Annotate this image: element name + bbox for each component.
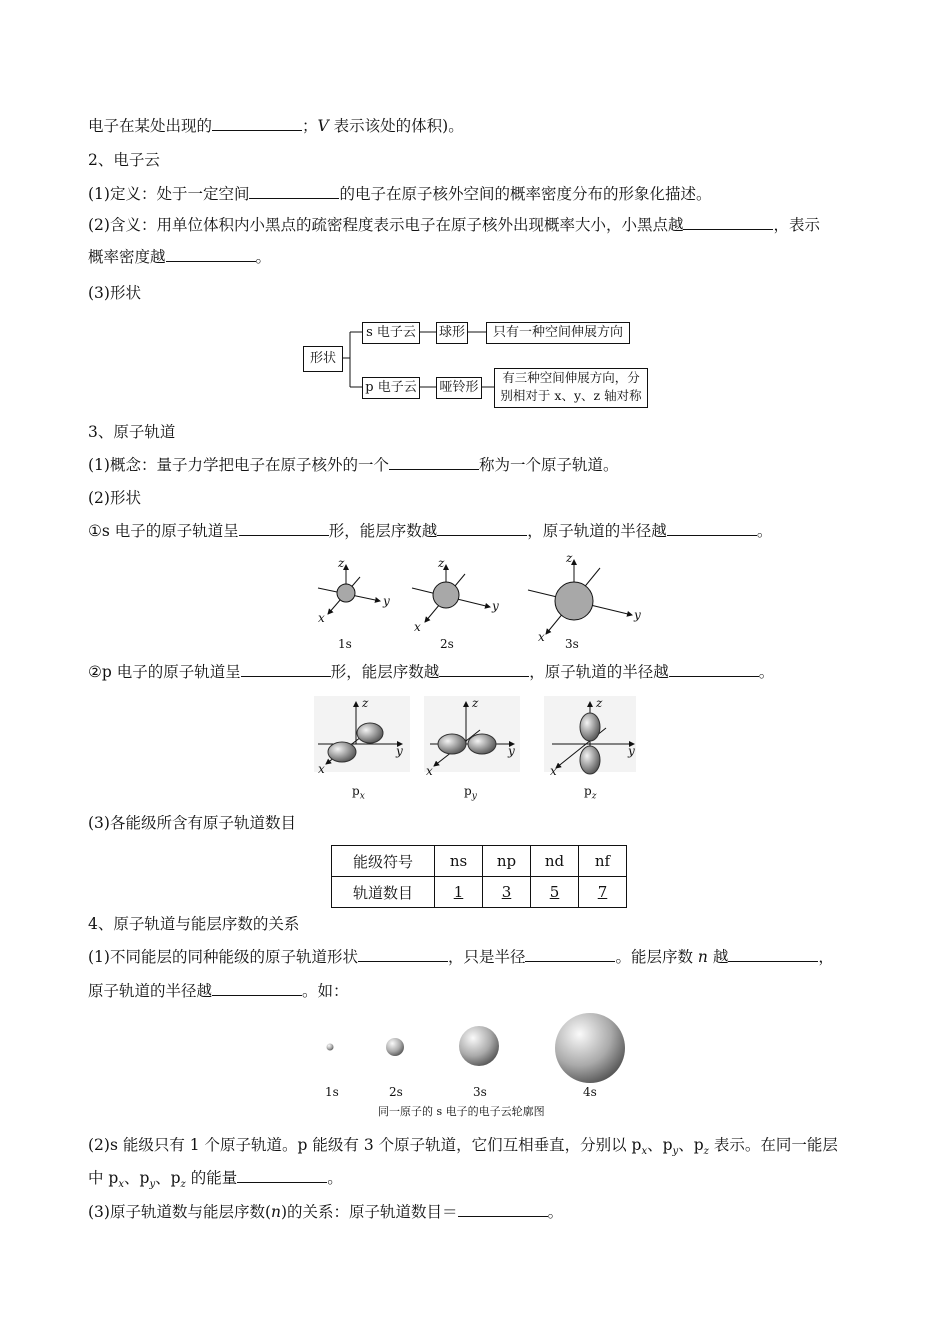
diagram-s-cloud: s 电子云 bbox=[362, 322, 420, 344]
diagram-s-desc: 只有一种空间伸展方向 bbox=[486, 322, 630, 344]
table-cell: 3 bbox=[483, 877, 531, 908]
axis-z-py: z bbox=[472, 696, 479, 710]
text-line-relation-2: (2)s 能级只有 1 个原子轨道。p 能级有 3 个原子轨道，它们互相垂直，分别以 $p_x$、$p_y$、$p_z$ 表示。在同一能层 bbox=[88, 1136, 838, 1158]
axis-z-2s: z bbox=[438, 556, 445, 570]
label-2s: 2s bbox=[440, 637, 454, 651]
text-line-meaning: (2)含义：用单位体积内小黑点的疏密程度表示电子在原子核外出现概率大小，小黑点越 ，表示 bbox=[88, 216, 820, 234]
axis-z-pz: z bbox=[596, 696, 603, 710]
label-3s: 3s bbox=[565, 637, 579, 651]
axis-y-px: y bbox=[396, 744, 403, 758]
axis-x-pz: x bbox=[550, 764, 557, 778]
axis-x-3s: x bbox=[538, 630, 545, 644]
axis-z-3s: z bbox=[566, 551, 573, 565]
label-pz: $p_z$ bbox=[584, 784, 597, 802]
axis-y-pz: y bbox=[628, 744, 635, 758]
axis-y-2s: y bbox=[492, 599, 499, 613]
text-line-p-orbital: ②p 电子的原子轨道呈 形，能层序数越 ，原子轨道的半径越 。 bbox=[88, 663, 775, 681]
axis-y-py: y bbox=[508, 744, 515, 758]
diagram-p-cloud: p 电子云 bbox=[362, 377, 420, 399]
table-cell: nf bbox=[579, 846, 627, 877]
axis-x-px: x bbox=[318, 762, 325, 776]
table-cell: 5 bbox=[531, 877, 579, 908]
text-line-orbital-count: (3)各能级所含有原子轨道数目 bbox=[88, 814, 296, 832]
section-heading-electron-cloud: 2、电子云 bbox=[88, 151, 160, 169]
text-line-meaning-cont: 概率密度越 。 bbox=[88, 248, 272, 266]
text-line-relation-3: (3)原子轨道数与能层序数(n)的关系：原子轨道数目＝ 。 bbox=[88, 1203, 564, 1221]
text-line-electron-probability: 电子在某处出现的 ；V 表示该处的体积)。 bbox=[88, 117, 464, 135]
axis-z-1s: z bbox=[338, 556, 345, 570]
table-cell: 能级符号 bbox=[332, 846, 435, 877]
label-px: $p_x$ bbox=[352, 784, 365, 802]
axis-x-1s: x bbox=[318, 611, 325, 625]
sphere-label-1s: 1s bbox=[325, 1085, 339, 1099]
text-line-definition: (1)定义：处于一定空间 的电子在原子核外空间的概率密度分布的形象化描述。 bbox=[88, 185, 712, 203]
sphere-label-3s: 3s bbox=[473, 1085, 487, 1099]
diagram-root-shape: 形状 bbox=[303, 346, 343, 372]
table-cell: ns bbox=[435, 846, 483, 877]
table-cell: nd bbox=[531, 846, 579, 877]
table-cell: np bbox=[483, 846, 531, 877]
label-py: $p_y$ bbox=[464, 784, 477, 802]
text-line-relation-1: (1)不同能层的同种能级的原子轨道形状 ，只是半径 。能层序数 n 越 ， bbox=[88, 948, 834, 966]
section-heading-orbital-relation: 4、原子轨道与能层序数的关系 bbox=[88, 915, 300, 933]
table-cell: 7 bbox=[579, 877, 627, 908]
text-line-concept: (1)概念：量子力学把电子在原子核外的一个 称为一个原子轨道。 bbox=[88, 456, 619, 474]
axis-y-3s: y bbox=[634, 608, 641, 622]
section-heading-atomic-orbital: 3、原子轨道 bbox=[88, 423, 176, 441]
axis-z-px: z bbox=[362, 696, 369, 710]
text-line-relation-1-cont: 原子轨道的半径越 。如： bbox=[88, 982, 349, 1000]
label-1s: 1s bbox=[338, 637, 352, 651]
axis-y-1s: y bbox=[383, 594, 390, 608]
text-line-s-orbital: ①s 电子的原子轨道呈 形，能层序数越 ，原子轨道的半径越 。 bbox=[88, 522, 773, 540]
text-line-shape: (3)形状 bbox=[88, 284, 141, 302]
sphere-label-4s: 4s bbox=[583, 1085, 597, 1099]
diagram-p-desc: 有三种空间伸展方向，分 别相对于 x、y、z 轴对称 bbox=[494, 368, 648, 408]
axis-x-py: x bbox=[426, 764, 433, 778]
sphere-caption: 同一原子的 s 电子的电子云轮廓图 bbox=[378, 1105, 545, 1118]
text-line-relation-2-cont: 中 $p_x$、$p_y$、$p_z$ 的能量 。 bbox=[88, 1169, 343, 1191]
sphere-label-2s: 2s bbox=[389, 1085, 403, 1099]
diagram-p-shape: 哑铃形 bbox=[436, 377, 482, 399]
table-cell: 轨道数目 bbox=[332, 877, 435, 908]
text-line-orbital-shape: (2)形状 bbox=[88, 489, 141, 507]
diagram-s-shape: 球形 bbox=[436, 322, 468, 344]
table-cell: 1 bbox=[435, 877, 483, 908]
axis-x-2s: x bbox=[414, 620, 421, 634]
